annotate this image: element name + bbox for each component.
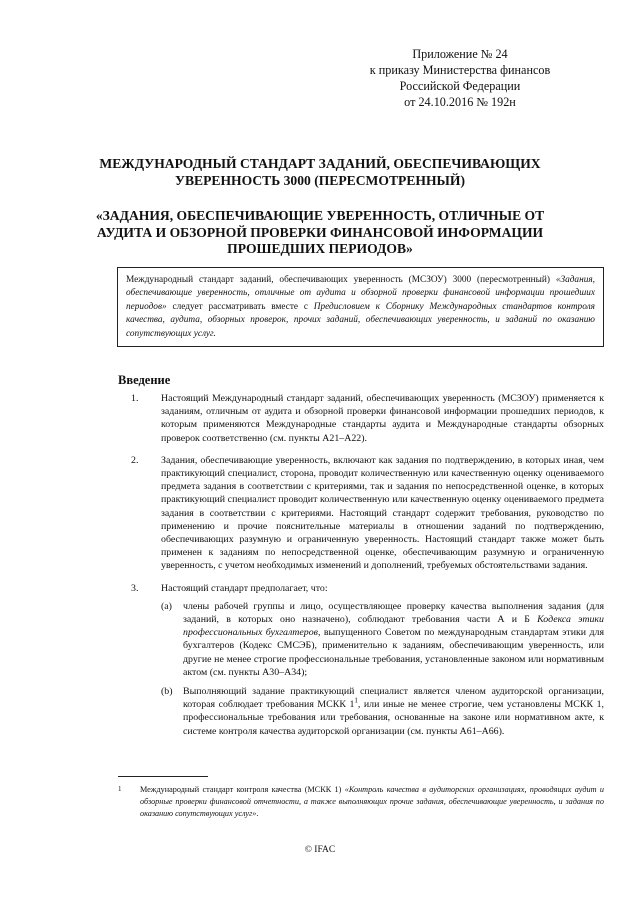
standard-subtitle: «ЗАДАНИЯ, ОБЕСПЕЧИВАЮЩИЕ УВЕРЕННОСТЬ, ОТЛИЧНЫЕ ОТ АУДИТА И ОБЗОРНОЙ ПРОВЕРКИ ФИНАНСОВОЙ ИНФОРМАЦИИ ПРОШЕДШИХ ПЕРИОДОВ»	[95, 208, 545, 256]
copyright-footer: © IFAC	[304, 845, 336, 855]
footnote	[118, 784, 604, 820]
preface-box	[117, 267, 604, 347]
order-reference: к приказу Министерства финансов	[369, 63, 551, 77]
footnote-text-3: .	[256, 809, 259, 818]
paragraph-number: 2.	[131, 454, 139, 466]
preface-text-4: Предисловием к Сборнику Международных стандартов контроля качества, аудита, обзорных проверок, прочих заданий, обеспечивающих уверенность, и заданий по оказанию сопутствующих услуг.	[126, 301, 595, 339]
footnote-divider	[118, 776, 208, 777]
section-heading: Введение	[118, 373, 171, 387]
section-body	[118, 392, 604, 744]
country-name: Российской Федерации	[399, 79, 521, 93]
footnote-reference[interactable]: 1	[354, 696, 358, 705]
subparagraph-text-1: члены рабочей группы и лицо, осуществляющее проверку качества выполнения задания (для заданий, в которых оно назначено), соблюдают требования части А и Б	[183, 600, 604, 626]
subparagraph-label: (a)	[161, 600, 172, 612]
paragraph-3	[118, 582, 604, 595]
appendix-header	[340, 46, 580, 110]
subparagraph-text-2: Кодекса этики профессиональных бухгалтеров	[183, 614, 604, 639]
subparagraph-label: (b)	[161, 686, 173, 698]
preface-text-2: «Задания, обеспечивающие уверенность, отличные от аудита и обзорной проверки финансовой информации прошедших периодов»	[126, 275, 595, 312]
footnote-text-1: Международный стандарт контроля качества (МСКК 1)	[140, 785, 345, 794]
preface-text-3: следует рассматривать вместе с	[166, 301, 314, 312]
subparagraph-text-3: , выпущенного Советом по международным стандартам этики для бухгалтеров (Кодекс СМСЭБ), применительно к заданиям, обеспечивающим уверенность, или другие не менее строгие профессиональные требования, установленные законом или нормативным актом (см. пункты А30–А34);	[183, 627, 604, 678]
paragraph-text: Задания, обеспечивающие уверенность, включают как задания по подтверждению, в которых иная, чем практикующий специалист, сторона, проводит количественную или качественную оценку оцениваемого предмета задания в соответствии с критериями, так и задания по непосредственной оценке, в которых практикующий специалист проводит количественную или качественную оценку оцениваемого предмета задания в соответствии с критериями. Настоящий стандарт содержит требования, руководство по применению и прочие пояснительные материалы в отношении заданий по подтверждению, обеспечивающих разумную и ограниченную уверенность. Настоящий стандарт также может быть применен к заданиям по непосредственной оценке, обеспечивающим разумную и ограниченную уверенность, с учетом необходимых изменений и дополнений, требуемых обстоятельствами задания.	[161, 454, 604, 572]
subparagraph-text-2: , или иные не менее строгие, чем установлены МСКК 1, профессиональные требования или требования, основанные на законе или нормативном акте, к системе контроля качества аудиторской организации (см. пункты А61–А66).	[183, 699, 604, 737]
paragraph-number: 1.	[131, 393, 139, 404]
footnote-text-2: «Контроль качества в аудиторских организациях, проводящих аудит и обзорные проверки финансовой отчетности, а также выполняющих прочие задания, обеспечивающие уверенность, и задания по оказанию сопутствующих услуг»	[140, 785, 604, 818]
paragraph-text: Настоящий стандарт предполагает, что:	[161, 582, 328, 594]
paragraph-2	[118, 454, 604, 573]
subparagraph-a	[118, 600, 604, 679]
paragraph-1	[118, 392, 604, 445]
subparagraph-b	[118, 685, 604, 738]
standard-title: МЕЖДУНАРОДНЫЙ СТАНДАРТ ЗАДАНИЙ, ОБЕСПЕЧИВАЮЩИХ УВЕРЕННОСТЬ 3000 (ПЕРЕСМОТРЕННЫЙ)	[99, 156, 541, 188]
preface-text-1: Международный стандарт заданий, обеспечивающих уверенность (МСЗОУ) 3000 (пересмотренный)	[126, 275, 556, 285]
paragraph-text: Настоящий Международный стандарт заданий, обеспечивающих уверенность (МСЗОУ) применяется к заданиям, отличным от аудита и обзорной проверки финансовой информации прошедших периодов, к которым применяются Международные стандарты аудита и Международные стандарты обзорных проверок соответственно (см. пункты А21–А22).	[161, 393, 604, 444]
order-date: от 24.10.2016 № 192н	[404, 95, 516, 109]
paragraph-number: 3.	[131, 582, 139, 594]
appendix-number: Приложение № 24	[412, 47, 508, 61]
footnote-number: 1	[118, 785, 122, 793]
subparagraph-text-1: Выполняющий задание практикующий специалист является членом аудиторской организации, которая соблюдает требования МСКК 1	[183, 686, 604, 711]
